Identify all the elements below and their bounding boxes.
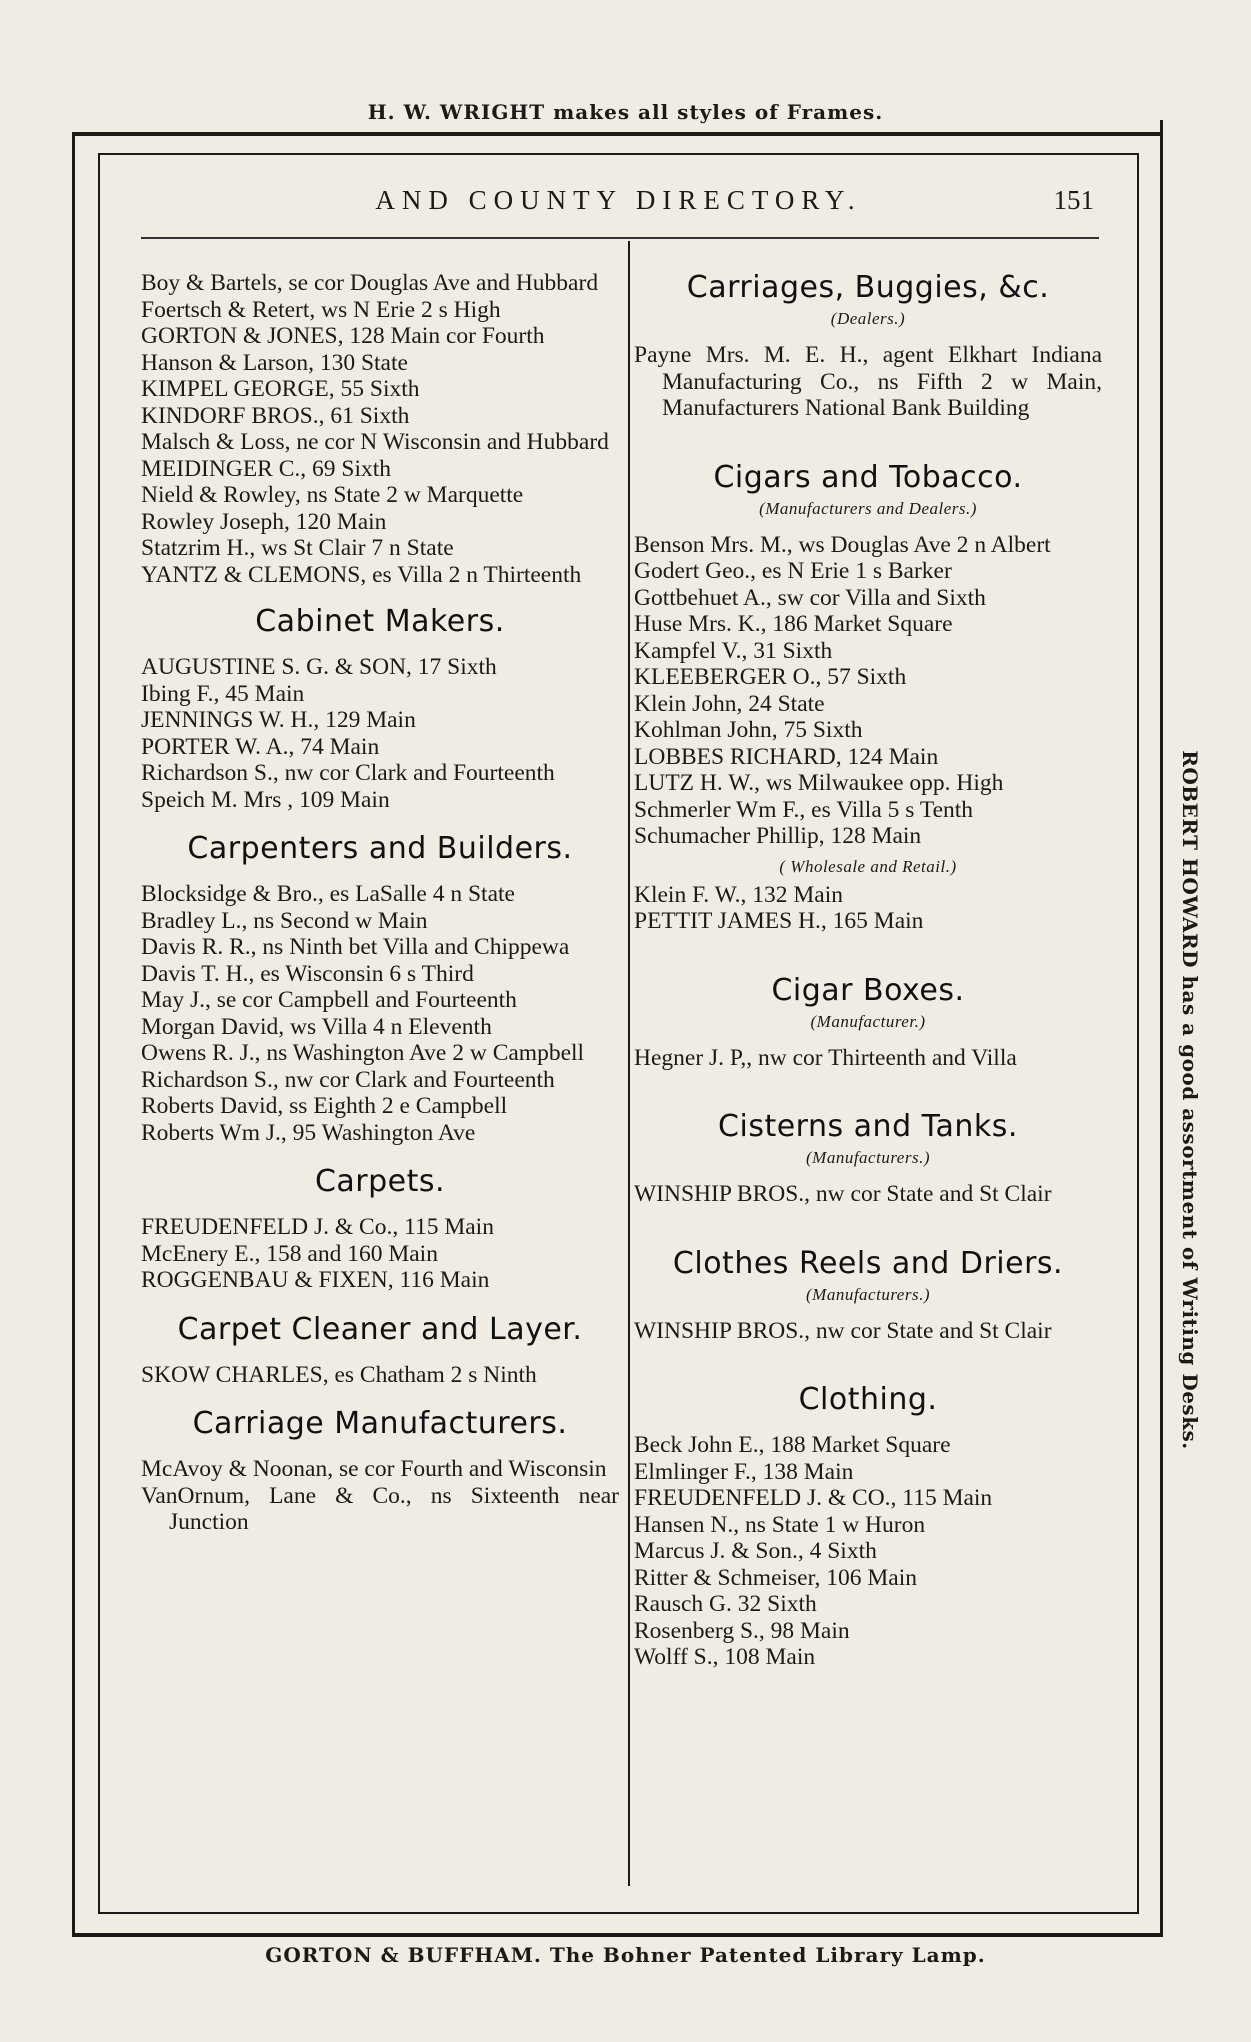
outer-rule-bottom [72, 1933, 1163, 1937]
directory-entry: Schumacher Phillip, 128 Main [634, 823, 922, 849]
directory-entry: KINDORF BROS., 61 Sixth [141, 402, 410, 429]
section-heading: Cigar Boxes. [771, 972, 965, 1008]
directory-entry: Gottbehuet A., sw cor Villa and Sixth [634, 584, 986, 611]
directory-entry: Beck John E., 188 Market Square [634, 1432, 951, 1458]
running-title: AND COUNTY DIRECTORY. [375, 185, 862, 215]
section-heading: Carriage Manufacturers. [192, 1406, 568, 1441]
directory-entry: Owens R. J., ns Washington Ave 2 w Campbell [141, 1040, 585, 1066]
directory-entry: Kohlman John, 75 Sixth [634, 717, 863, 743]
directory-entry: Schmerler Wm F., es Villa 5 s Tenth [634, 796, 974, 823]
directory-entry: Rausch G. 32 Sixth [634, 1591, 817, 1617]
directory-entry: Huse Mrs. K., 186 Market Square [634, 611, 953, 637]
directory-entry: KLEEBERGER O., 57 Sixth [634, 664, 907, 690]
outer-rule-top [72, 132, 1163, 136]
directory-entry: Marcus J. & Son., 4 Sixth [634, 1538, 877, 1564]
directory-entry: Hanson & Larson, 130 State [141, 349, 408, 376]
section-heading: Carpenters and Builders. [187, 831, 573, 866]
directory-entry: Roberts David, ss Eighth 2 e Campbell [141, 1093, 508, 1119]
directory-entry: Klein John, 24 State [634, 690, 825, 717]
column-divider [628, 241, 630, 1886]
directory-entry: McAvoy & Noonan, se cor Fourth and Wisconsin [141, 1456, 607, 1482]
right-column [634, 270, 1102, 1671]
directory-entry: Statzrim H., ws St Clair 7 n State [141, 535, 454, 561]
section-heading: Clothes Reels and Driers. [672, 1245, 1064, 1281]
directory-entry: Hansen N., ns State 1 w Huron [634, 1511, 926, 1538]
directory-entry: Boy & Bartels, se cor Douglas Ave and Hubbard [141, 270, 599, 296]
directory-entry: AUGUSTINE S. G. & SON, 17 Sixth [141, 654, 497, 680]
section-heading: Carriages, Buggies, &c. [686, 270, 1050, 305]
directory-entry: Roberts Wm J., 95 Washington Ave [141, 1119, 476, 1146]
directory-entry: Bradley L., ns Second w Main [141, 907, 428, 934]
directory-entry: Wolff S., 108 Main [634, 1644, 816, 1670]
section-heading: Cigars and Tobacco. [713, 459, 1023, 495]
section-subheading: (Manufacturers and Dealers.) [759, 498, 977, 518]
directory-entry: SKOW CHARLES, es Chatham 2 s Ninth [141, 1361, 537, 1388]
section-heading: Clothing. [798, 1382, 938, 1417]
directory-entry: MEIDINGER C., 69 Sixth [141, 455, 392, 482]
directory-entry: ROGGENBAU & FIXEN, 116 Main [141, 1267, 490, 1293]
directory-entry: Hegner J. P,, nw cor Thirteenth and Villa [634, 1044, 1017, 1071]
directory-entry: WINSHIP BROS., nw cor State and St Clair [634, 1317, 1052, 1344]
top-advertisement-banner: H. W. WRIGHT makes all styles of Frames. [367, 100, 884, 124]
directory-entry: Payne Mrs. M. E. H., agent Elkhart Indiana Manufacturing Co., ns Fifth 2 w Main, Manufacturers National Bank Building [634, 342, 1102, 421]
directory-entry: FREUDENFELD J. & Co., 115 Main [141, 1214, 494, 1240]
outer-rule-right [1160, 120, 1163, 1937]
directory-entry: Kampfel V., 31 Sixth [634, 637, 833, 664]
section-heading: Carpet Cleaner and Layer. [177, 1311, 583, 1347]
bottom-advertisement-banner: GORTON & BUFFHAM. The Bohner Patented Library Lamp. [265, 1943, 986, 1967]
section-subheading: (Manufacturers.) [806, 1148, 930, 1167]
section-subheading: (Manufacturer.) [810, 1011, 926, 1031]
directory-entry: Klein F. W., 132 Main [634, 881, 843, 908]
directory-entry: WINSHIP BROS., nw cor State and St Clair [634, 1181, 1052, 1207]
directory-entry: Elmlinger F., 138 Main [634, 1458, 854, 1485]
directory-entry: FREUDENFELD J. & CO., 115 Main [634, 1485, 993, 1511]
directory-entry: LOBBES RICHARD, 124 Main [634, 743, 939, 770]
page-number: 151 [1053, 185, 1094, 215]
page-header [98, 185, 1139, 225]
directory-entry: Davis T. H., es Wisconsin 6 s Third [141, 960, 474, 987]
directory-entry: Richardson S., nw cor Clark and Fourteenth [141, 760, 555, 786]
section-subheading: (Manufacturers.) [806, 1284, 930, 1304]
directory-entry: Ritter & Schmeiser, 106 Main [634, 1564, 917, 1591]
directory-entry: Nield & Rowley, ns State 2 w Marquette [141, 482, 524, 508]
directory-entry: Foertsch & Retert, ws N Erie 2 s High [141, 296, 501, 323]
directory-entry: Malsch & Loss, ne cor N Wisconsin and Hubbard [141, 429, 609, 455]
directory-entry: Godert Geo., es N Erie 1 s Barker [634, 558, 952, 584]
directory-entry: Blocksidge & Bro., es LaSalle 4 n State [141, 881, 515, 907]
directory-entry: Benson Mrs. M., ws Douglas Ave 2 n Albert [634, 531, 1051, 558]
directory-entry: Richardson S., nw cor Clark and Fourteenth [141, 1066, 555, 1093]
directory-entry: JENNINGS W. H., 129 Main [141, 707, 416, 733]
directory-entry: VanOrnum, Lane & Co., ns Sixteenth near Junction [141, 1482, 619, 1535]
left-column [141, 270, 619, 1536]
directory-entry: LUTZ H. W., ws Milwaukee opp. High [634, 770, 1004, 796]
side-banner-text: ROBERT HOWARD has a good assortment of Writing Desks. [1178, 750, 1202, 1450]
section-heading: Carpets. [314, 1164, 446, 1199]
directory-entry: Davis R. R., ns Ninth bet Villa and Chippewa [141, 934, 570, 960]
directory-entry: KIMPEL GEORGE, 55 Sixth [141, 376, 420, 402]
directory-entry: McEnery E., 158 and 160 Main [141, 1240, 438, 1267]
directory-entry: GORTON & JONES, 128 Main cor Fourth [141, 323, 545, 349]
directory-entry: Morgan David, ws Villa 4 n Eleventh [141, 1013, 492, 1040]
directory-entry: YANTZ & CLEMONS, es Villa 2 n Thirteenth [141, 561, 582, 588]
section-subheading: (Dealers.) [830, 309, 906, 328]
directory-entry: May J., se cor Campbell and Fourteenth [141, 987, 517, 1013]
header-rule [141, 237, 1099, 239]
section-heading: Cisterns and Tanks. [718, 1109, 1018, 1144]
directory-entry: Speich M. Mrs , 109 Main [141, 786, 390, 813]
section-subheading: ( Wholesale and Retail.) [779, 856, 957, 876]
directory-entry: Ibing F., 45 Main [141, 680, 305, 707]
section-heading: Cabinet Makers. [255, 604, 505, 639]
directory-entry: PETTIT JAMES H., 165 Main [634, 908, 924, 934]
outer-rule-left [72, 132, 75, 1937]
directory-entry: Rosenberg S., 98 Main [634, 1617, 850, 1644]
directory-entry: PORTER W. A., 74 Main [141, 733, 380, 760]
directory-entry: Rowley Joseph, 120 Main [141, 508, 387, 535]
